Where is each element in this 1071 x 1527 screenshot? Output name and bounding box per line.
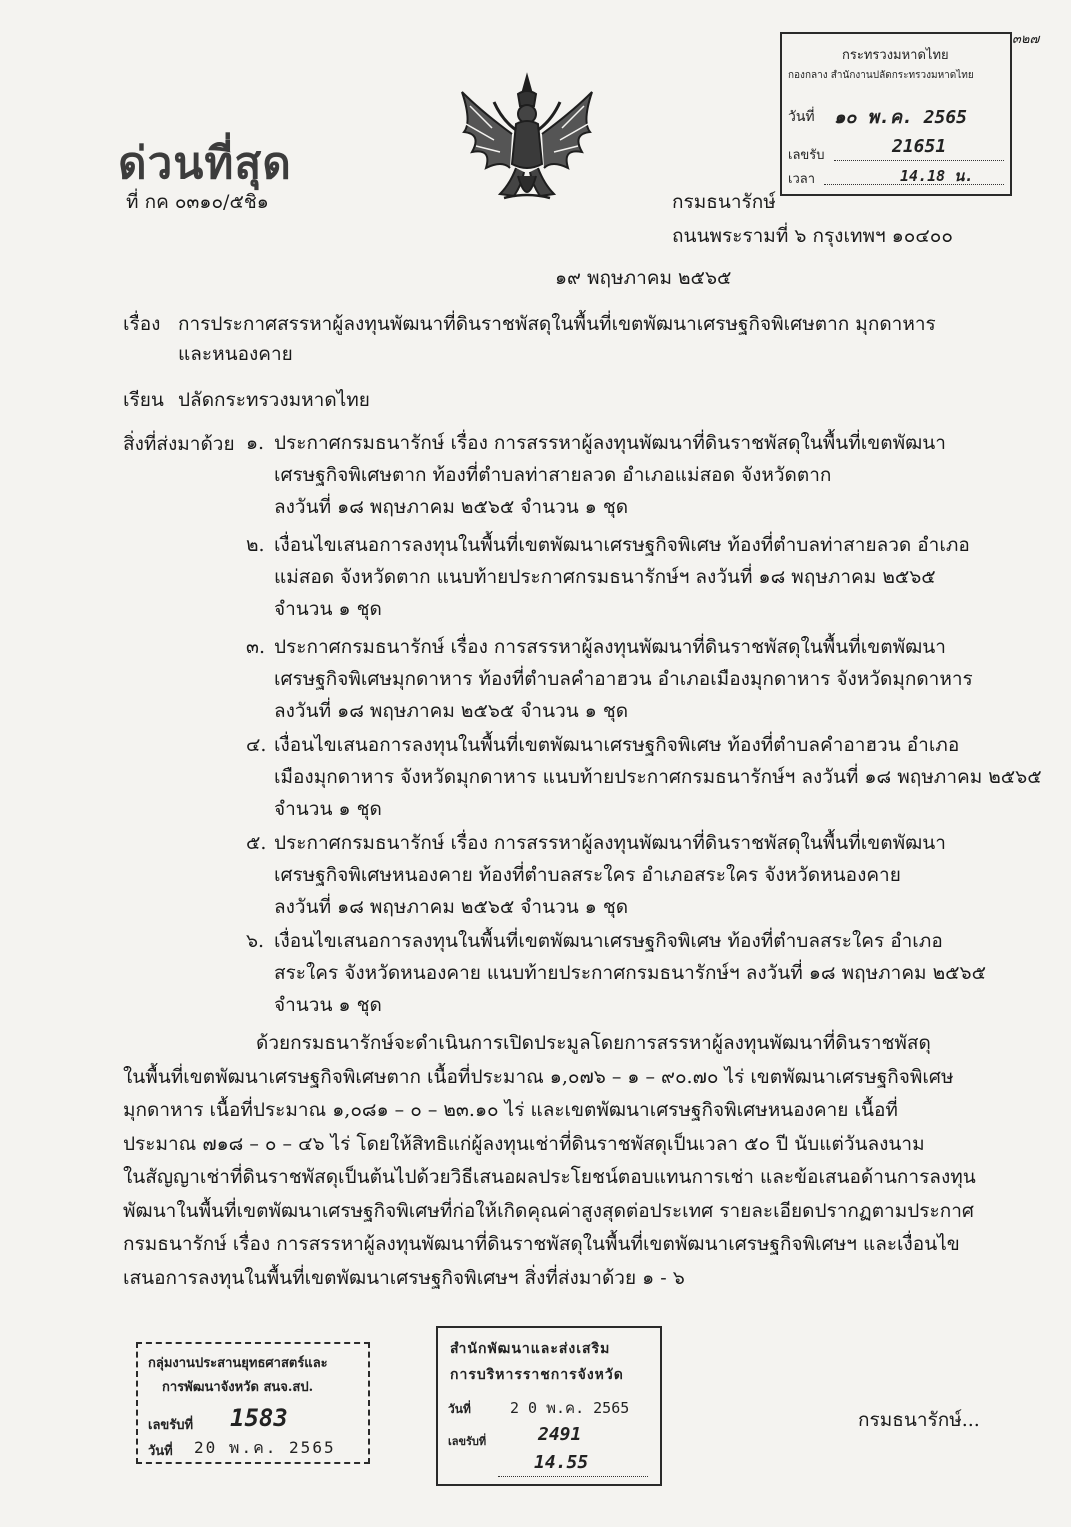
body-line: มุกดาหาร เนื้อที่ประมาณ ๑,๐๘๑ – ๐ – ๒๓.๑๐ ไร่ และเขตพัฒนาเศรษฐกิจพิเศษหนองคาย เนื้อที่ — [123, 1099, 898, 1121]
received-stamp-ministry — [780, 32, 1012, 196]
enclosure-line: ประกาศกรมธนารักษ์ เรื่อง การสรรหาผู้ลงทุนพัฒนาที่ดินราชพัสดุในพื้นที่เขตพัฒนา — [274, 432, 946, 454]
enclosure-line: เงื่อนไขเสนอการลงทุนในพื้นที่เขตพัฒนาเศรษฐกิจพิเศษ ท้องที่ตำบลคำอาฮวน อำเภอ — [274, 734, 960, 756]
stamp-bm-time-value: 14.55 — [534, 1452, 589, 1473]
enclosure-number: ๖. — [246, 930, 265, 952]
stamp-date-value: ๑๐ พ.ค. 2565 — [834, 107, 968, 128]
stamp-bl-recv-label: เลขรับที่ — [148, 1418, 194, 1433]
stamp-org-line1: กระทรวงมหาดไทย — [842, 48, 949, 63]
enclosure-line: เงื่อนไขเสนอการลงทุนในพื้นที่เขตพัฒนาเศรษฐกิจพิเศษ ท้องที่ตำบลท่าสายลวด อำเภอ — [274, 534, 970, 556]
body-line: ในพื้นที่เขตพัฒนาเศรษฐกิจพิเศษตาก เนื้อที่ประมาณ ๑,๐๗๖ – ๑ – ๙๐.๗๐ ไร่ เขตพัฒนาเศรษฐกิจพิเศษ — [123, 1065, 954, 1088]
enclosure-line: ลงวันที่ ๑๘ พฤษภาคม ๒๕๖๕ จำนวน ๑ ชุด — [274, 896, 629, 918]
corner-mark: ๓๒๗ — [1012, 32, 1040, 47]
stamp-date-label: วันที่ — [788, 109, 815, 125]
stamp-bm-date-label: วันที่ — [448, 1402, 471, 1416]
stamp-recv-value: 21651 — [892, 136, 947, 157]
stamp-time-label: เวลา — [788, 172, 816, 187]
stamp-bm-recv-value: 2491 — [538, 1424, 582, 1445]
enclosure-line: จำนวน ๑ ชุด — [274, 798, 382, 820]
stamp-bm-line1: สำนักพัฒนาและส่งเสริม — [450, 1341, 611, 1357]
received-stamp-provincial-admin — [436, 1326, 662, 1486]
sender-address: ถนนพระรามที่ ๖ กรุงเทพฯ ๑๐๔๐๐ — [672, 225, 953, 247]
enclosure-line: แม่สอด จังหวัดตาก แนบท้ายประกาศกรมธนารักษ์ฯ ลงวันที่ ๑๘ พฤษภาคม ๒๕๖๕ — [274, 566, 936, 588]
enclosure-line: เศรษฐกิจพิเศษตาก ท้องที่ตำบลท่าสายลวด อำเภอแม่สอด จังหวัดตาก — [274, 464, 832, 486]
body-line: ประมาณ ๗๑๘ – ๐ – ๔๖ ไร่ โดยให้สิทธิแก่ผู้ลงทุนเช่าที่ดินราชพัสดุเป็นเวลา ๕๐ ปี นับแต่วันลงนาม — [123, 1132, 925, 1155]
stamp-bl-line2: การพัฒนาจังหวัด สนจ.สป. — [162, 1380, 314, 1395]
enclosure-line: ลงวันที่ ๑๘ พฤษภาคม ๒๕๖๕ จำนวน ๑ ชุด — [274, 496, 629, 518]
enclosure-number: ๕. — [246, 832, 267, 854]
enclosure-line: ประกาศกรมธนารักษ์ เรื่อง การสรรหาผู้ลงทุนพัฒนาที่ดินราชพัสดุในพื้นที่เขตพัฒนา — [274, 636, 946, 658]
subject-line-1: การประกาศสรรหาผู้ลงทุนพัฒนาที่ดินราชพัสดุในพื้นที่เขตพัฒนาเศรษฐกิจพิเศษตาก มุกดาหาร — [178, 313, 936, 335]
enclosure-line: ลงวันที่ ๑๘ พฤษภาคม ๒๕๖๕ จำนวน ๑ ชุด — [274, 700, 629, 722]
enclosure-number: ๓. — [246, 636, 266, 658]
enclosure-number: ๑. — [246, 432, 265, 454]
subject-line-2: และหนองคาย — [178, 343, 293, 365]
stamp-bm-date-value: 2 0 พ.ค. 2565 — [510, 1399, 630, 1417]
garuda-emblem-icon — [452, 72, 602, 212]
enclosure-line: เงื่อนไขเสนอการลงทุนในพื้นที่เขตพัฒนาเศรษฐกิจพิเศษ ท้องที่ตำบลสระใคร อำเภอ — [274, 930, 943, 952]
body-line: เสนอการลงทุนในพื้นที่เขตพัฒนาเศรษฐกิจพิเศษฯ สิ่งที่ส่งมาด้วย ๑ - ๖ — [123, 1266, 685, 1289]
document-date: ๑๙ พฤษภาคม ๒๕๖๕ — [555, 267, 732, 289]
subject-label: เรื่อง — [123, 313, 161, 335]
enclosure-line: เศรษฐกิจพิเศษมุกดาหาร ท้องที่ตำบลคำอาฮวน อำเภอเมืองมุกดาหาร จังหวัดมุกดาหาร — [274, 668, 973, 690]
stamp-recv-label: เลขรับ — [788, 148, 825, 163]
body-line: ในสัญญาเช่าที่ดินราชพัสดุเป็นต้นไปด้วยวิธีเสนอผลประโยชน์ตอบแทนการเช่า และข้อเสนอด้านการลงทุน — [123, 1166, 976, 1188]
enclosure-label: สิ่งที่ส่งมาด้วย — [123, 433, 235, 455]
salutation-label: เรียน — [123, 389, 164, 411]
body-line: พัฒนาในพื้นที่เขตพัฒนาเศรษฐกิจพิเศษที่ก่อให้เกิดคุณค่าสูงสุดต่อประเทศ รายละเอียดปรากฏตามประกาศ — [123, 1199, 974, 1222]
enclosure-line: เมืองมุกดาหาร จังหวัดมุกดาหาร แนบท้ายประกาศกรมธนารักษ์ฯ ลงวันที่ ๑๘ พฤษภาคม ๒๕๖๕ — [274, 766, 1042, 788]
enclosure-line: จำนวน ๑ ชุด — [274, 994, 382, 1016]
stamp-org-line2: กองกลาง สำนักงานปลัดกระทรวงมหาดไทย — [788, 70, 974, 81]
continuation-marker: กรมธนารักษ์... — [858, 1409, 980, 1431]
enclosure-number: ๒. — [246, 534, 265, 556]
stamp-time-value: 14.18 น. — [900, 167, 974, 185]
enclosure-line: สระใคร จังหวัดหนองคาย แนบท้ายประกาศกรมธนารักษ์ฯ ลงวันที่ ๑๘ พฤษภาคม ๒๕๖๕ — [274, 962, 986, 984]
enclosure-line: เศรษฐกิจพิเศษหนองคาย ท้องที่ตำบลสระใคร อำเภอสระใคร จังหวัดหนองคาย — [274, 864, 901, 886]
sender-org: กรมธนารักษ์ — [672, 191, 776, 213]
stamp-bl-line1: กลุ่มงานประสานยุทธศาสตร์และ — [148, 1356, 328, 1371]
enclosure-line: ประกาศกรมธนารักษ์ เรื่อง การสรรหาผู้ลงทุนพัฒนาที่ดินราชพัสดุในพื้นที่เขตพัฒนา — [274, 832, 946, 854]
received-stamp-strategy-group — [136, 1342, 370, 1464]
body-line: ด้วยกรมธนารักษ์จะดำเนินการเปิดประมูลโดยการสรรหาผู้ลงทุนพัฒนาที่ดินราชพัสดุ — [256, 1032, 931, 1054]
stamp-bl-date-label: วันที่ — [148, 1444, 173, 1459]
stamp-bl-recv-value: 1583 — [230, 1404, 288, 1432]
salutation-recipient: ปลัดกระทรวงมหาดไทย — [178, 389, 370, 411]
stamp-bm-line2: การบริหารราชการจังหวัด — [450, 1367, 624, 1383]
urgency-label: ด่วนที่สุด — [118, 138, 292, 189]
enclosure-number: ๔. — [246, 734, 267, 756]
reference-number: ที่ กค ๐๓๑๐/๕ชิ๑ — [126, 191, 269, 213]
enclosure-line: จำนวน ๑ ชุด — [274, 598, 382, 620]
body-line: กรมธนารักษ์ เรื่อง การสรรหาผู้ลงทุนพัฒนาที่ดินราชพัสดุในพื้นที่เขตพัฒนาเศรษฐกิจพิเศษฯ และเงื่อนไข — [123, 1233, 960, 1255]
stamp-bm-recv-label: เลขรับที่ — [448, 1435, 487, 1448]
stamp-bl-date-value: 20 พ.ค. 2565 — [194, 1438, 336, 1457]
